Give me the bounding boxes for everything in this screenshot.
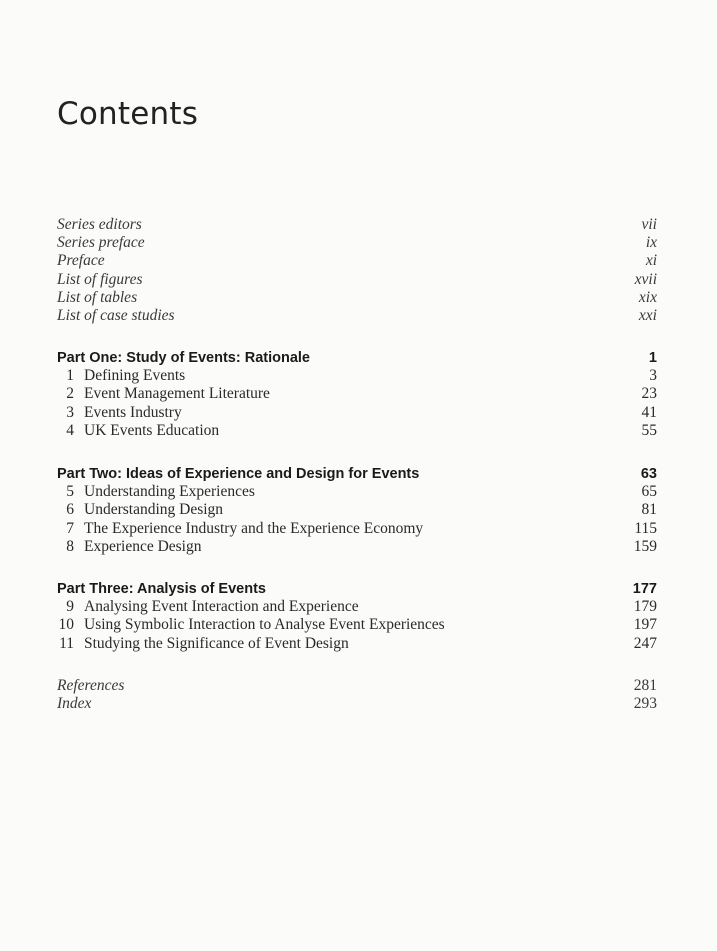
part-page: 1 [648, 350, 657, 366]
chapter-page: 179 [633, 598, 657, 616]
chapter-number: 7 [66, 519, 74, 537]
chapter-entry[interactable] [57, 538, 657, 556]
chapter-entry[interactable] [57, 404, 657, 422]
toc-entry-label: References [57, 677, 125, 694]
part-three-section [57, 580, 657, 653]
chapter-entry[interactable] [57, 367, 657, 385]
toc-entry-label: Series preface [57, 234, 145, 252]
front-matter-list [57, 216, 657, 325]
chapter-page: 41 [641, 403, 657, 421]
chapter-entry[interactable] [57, 520, 657, 538]
chapter-number: 2 [66, 385, 74, 403]
chapter-title: Using Symbolic Interaction to Analyse Event Experiences [84, 616, 445, 634]
chapter-page: 65 [641, 483, 657, 501]
chapter-number: 8 [66, 537, 74, 555]
page-title: Contents [57, 96, 199, 132]
chapter-title: Understanding Design [84, 501, 224, 519]
chapter-page: 23 [641, 385, 657, 403]
chapter-title: The Experience Industry and the Experience Economy [84, 519, 424, 537]
toc-entry[interactable] [57, 252, 657, 270]
part-title: Part One: Study of Events: Rationale [57, 350, 310, 366]
chapter-title: Event Management Literature [84, 385, 270, 403]
toc-entry-page: xxi [638, 306, 657, 324]
toc-entry-label: Series editors [57, 216, 142, 233]
chapter-number: 9 [66, 598, 74, 616]
part-page: 63 [640, 466, 657, 482]
chapter-number: 4 [66, 421, 74, 439]
toc-entry-label: List of figures [57, 270, 143, 288]
toc-entry[interactable] [57, 216, 657, 234]
chapter-title: Events Industry [84, 403, 182, 421]
part-two-section [57, 465, 657, 556]
toc-entry-label: Preface [57, 252, 105, 270]
chapter-number: 6 [66, 501, 74, 519]
chapter-page: 197 [633, 616, 657, 634]
chapter-page: 81 [641, 501, 657, 519]
toc-entry-page: xvii [634, 270, 657, 288]
chapter-page: 247 [633, 634, 657, 652]
toc-entry-page: vii [641, 216, 657, 233]
chapter-title: Analysing Event Interaction and Experience [84, 598, 359, 616]
chapter-number: 11 [59, 634, 74, 652]
part-heading[interactable] [57, 465, 657, 483]
chapter-entry[interactable] [57, 635, 657, 653]
chapter-entry[interactable] [57, 598, 657, 616]
chapter-page: 115 [634, 519, 657, 537]
toc-entry-page: 281 [633, 677, 657, 694]
part-page: 177 [632, 581, 657, 597]
chapter-page: 3 [649, 367, 657, 385]
chapter-title: Studying the Significance of Event Design [84, 634, 349, 652]
chapter-page: 159 [633, 537, 657, 555]
chapter-entry[interactable] [57, 501, 657, 519]
chapter-number: 10 [58, 616, 74, 634]
part-heading[interactable] [57, 349, 657, 367]
toc-entry[interactable] [57, 271, 657, 289]
toc-entry-page: xix [638, 288, 657, 306]
chapter-title: UK Events Education [84, 421, 220, 439]
chapter-number: 5 [66, 483, 74, 501]
toc-entry-label: Index [57, 695, 92, 713]
part-heading[interactable] [57, 580, 657, 598]
chapter-number: 1 [66, 367, 74, 385]
chapter-entry[interactable] [57, 483, 657, 501]
toc-entry-label: List of tables [57, 288, 138, 306]
part-one-section [57, 349, 657, 440]
toc-entry-label: List of case studies [57, 306, 175, 324]
chapter-entry[interactable] [57, 422, 657, 440]
toc-entry-page: 293 [633, 695, 657, 713]
chapter-title: Defining Events [84, 367, 186, 385]
toc-entry[interactable] [57, 289, 657, 307]
toc-entry[interactable] [57, 695, 657, 713]
toc-entry-page: xi [645, 252, 657, 270]
toc-entry[interactable] [57, 677, 657, 695]
toc-entry[interactable] [57, 234, 657, 252]
chapter-title: Experience Design [84, 537, 202, 555]
part-title: Part Two: Ideas of Experience and Design for Events [57, 466, 420, 482]
chapter-page: 55 [641, 421, 657, 439]
toc-entry[interactable] [57, 307, 657, 325]
chapter-entry[interactable] [57, 616, 657, 634]
toc-entry-page: ix [645, 234, 657, 252]
part-title: Part Three: Analysis of Events [57, 581, 266, 597]
back-matter-list [57, 677, 657, 713]
chapter-entry[interactable] [57, 385, 657, 403]
chapter-title: Understanding Experiences [84, 483, 255, 501]
chapter-number: 3 [66, 403, 74, 421]
